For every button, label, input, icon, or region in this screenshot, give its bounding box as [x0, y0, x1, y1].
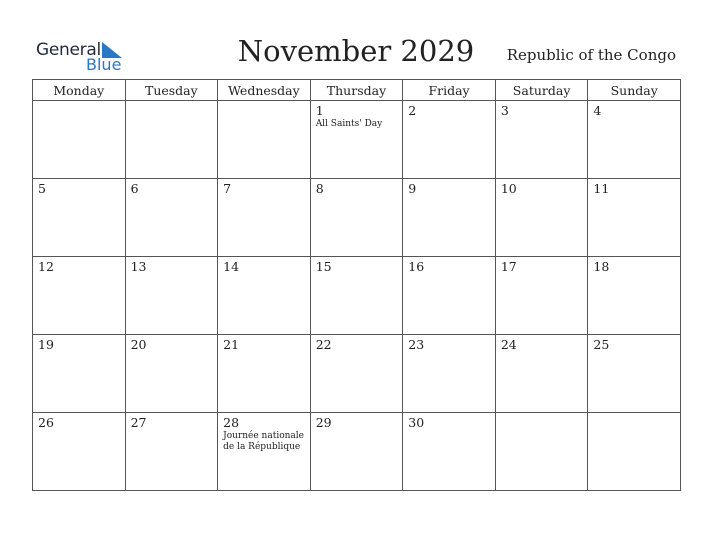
day-number: 25 [593, 337, 610, 352]
day-cell [218, 257, 311, 335]
day-cell [125, 257, 218, 335]
day-cell [495, 257, 588, 335]
day-number: 21 [223, 337, 240, 352]
day-number: 20 [130, 337, 147, 352]
day-number: 5 [38, 181, 46, 196]
week-row [33, 413, 681, 491]
week-row [33, 179, 681, 257]
day-number: 7 [223, 181, 232, 196]
day-number: 13 [130, 259, 147, 274]
day-number: 10 [500, 181, 517, 196]
day-cell [403, 413, 496, 491]
day-cell [588, 179, 681, 257]
day-cell [495, 101, 588, 179]
day-number: 1 [315, 103, 324, 118]
day-cell [310, 101, 403, 179]
day-number: 28 [223, 415, 240, 430]
country-name: Republic of the Congo [506, 46, 676, 64]
day-cell [125, 335, 218, 413]
day-cell [588, 335, 681, 413]
day-cell [495, 335, 588, 413]
holiday-label: All Saints' Day [315, 119, 383, 129]
day-number: 6 [130, 181, 139, 196]
day-number: 27 [130, 415, 147, 430]
day-cell [310, 179, 403, 257]
day-number: 9 [408, 181, 417, 196]
day-number: 18 [593, 259, 610, 274]
day-number: 4 [593, 103, 602, 118]
weekday-header-monday: Monday [33, 80, 126, 101]
day-number: 22 [315, 337, 332, 352]
weekday-header-friday: Friday [403, 80, 496, 101]
weekday-header-tuesday: Tuesday [125, 80, 218, 101]
day-cell [218, 335, 311, 413]
day-cell [33, 101, 126, 179]
day-number: 19 [38, 337, 54, 352]
day-cell [495, 179, 588, 257]
day-number: 15 [315, 259, 332, 274]
day-cell [403, 101, 496, 179]
day-cell [588, 413, 681, 491]
day-cell [403, 179, 496, 257]
weekday-header-saturday: Saturday [495, 80, 588, 101]
calendar-title: November 2029 [237, 34, 475, 68]
day-cell [125, 179, 218, 257]
day-number: 14 [223, 259, 240, 274]
week-row [33, 101, 681, 179]
day-cell [125, 101, 218, 179]
day-cell [33, 257, 126, 335]
day-number: 30 [408, 415, 425, 430]
day-cell [218, 101, 311, 179]
holiday-label: Journée nationale de la République [223, 431, 305, 452]
day-cell [588, 101, 681, 179]
day-cell [588, 257, 681, 335]
week-row [33, 257, 681, 335]
weekday-header-row [33, 80, 681, 101]
day-cell [33, 179, 126, 257]
day-cell [310, 257, 403, 335]
day-cell [310, 413, 403, 491]
day-cell [33, 413, 126, 491]
calendar-grid [32, 79, 681, 491]
weekday-header-sunday: Sunday [588, 80, 681, 101]
day-cell [218, 413, 311, 491]
logo-text-blue: Blue [86, 55, 122, 74]
day-number: 17 [500, 259, 517, 274]
logo-text-general: General [36, 40, 101, 60]
day-number: 11 [593, 181, 610, 196]
day-number: 24 [500, 337, 517, 352]
day-number: 3 [500, 103, 509, 118]
day-cell [310, 335, 403, 413]
day-number: 8 [315, 181, 324, 196]
day-cell [495, 413, 588, 491]
day-number: 23 [408, 337, 425, 352]
day-cell [218, 179, 311, 257]
day-number: 16 [408, 259, 425, 274]
day-number: 12 [38, 259, 54, 274]
weekday-header-wednesday: Wednesday [218, 80, 311, 101]
day-number: 29 [315, 415, 332, 430]
day-cell [403, 257, 496, 335]
day-cell [33, 335, 126, 413]
weekday-header-thursday: Thursday [310, 80, 403, 101]
day-cell [125, 413, 218, 491]
week-row [33, 335, 681, 413]
day-number: 2 [408, 103, 417, 118]
day-number: 26 [38, 415, 54, 430]
day-cell [403, 335, 496, 413]
